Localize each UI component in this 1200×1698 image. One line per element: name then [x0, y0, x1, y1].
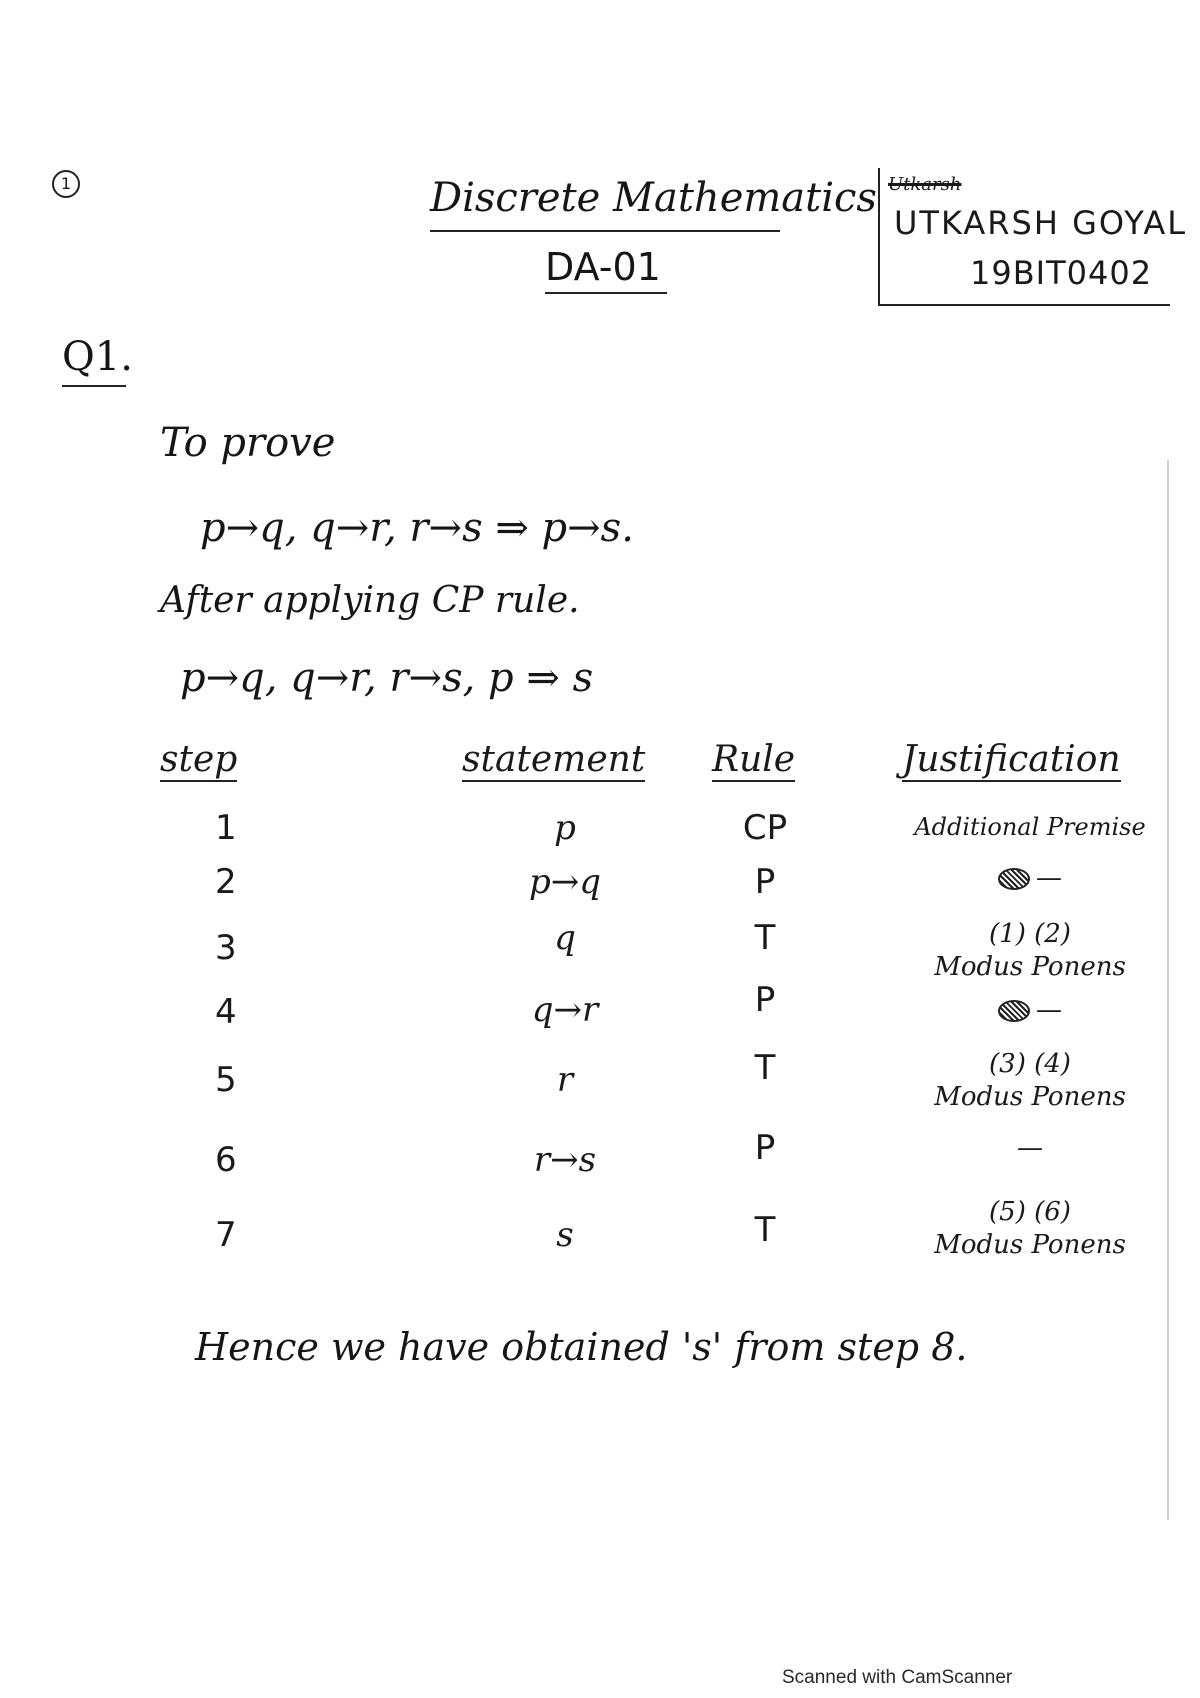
subtitle-underline — [545, 292, 667, 294]
assignment-code: DA-01 — [545, 245, 661, 289]
row-5-justification-cell — [900, 1048, 1160, 1113]
argument-expression: p→q, q→r, r→s ⇒ p→s. — [200, 505, 634, 551]
author-box — [878, 168, 1188, 306]
row-4-justification: — — [1036, 995, 1062, 1025]
author-name: UTKARSH GOYAL — [894, 204, 1188, 242]
title-underline — [430, 230, 780, 232]
row-3-justification: (1) (2) — [989, 919, 1071, 949]
header-rule: Rule — [712, 739, 796, 780]
page-edge-line — [1167, 460, 1169, 1520]
row-1-justification: Additional Premise — [914, 813, 1146, 841]
to-prove-text: To prove — [160, 420, 336, 466]
row-6-justification: — — [1017, 1133, 1043, 1163]
crossed-out-text: Utkarsh — [888, 174, 962, 195]
row-7-statement: s — [556, 1215, 574, 1255]
question-underline — [62, 385, 126, 387]
row-5-justification-rule: Modus Ponens — [934, 1081, 1126, 1112]
scribble-mark — [998, 868, 1030, 890]
row-5-rule: T — [754, 1048, 776, 1088]
scanner-watermark: Scanned with CamScanner — [782, 1667, 1013, 1688]
cp-expression: p→q, q→r, r→s, p ⇒ s — [180, 655, 594, 701]
row-1-step: 1 — [215, 808, 237, 848]
row-7-justification: (5) (6) — [989, 1197, 1071, 1227]
row-7-rule: T — [754, 1210, 776, 1250]
row-2-justification-cell — [900, 862, 1160, 895]
row-2-step: 2 — [215, 862, 237, 902]
row-3-rule: T — [754, 918, 776, 958]
header-step: step — [160, 739, 238, 780]
row-3-justification-cell — [900, 918, 1160, 983]
row-3-justification-rule: Modus Ponens — [934, 951, 1126, 982]
row-5-statement: r — [556, 1060, 574, 1100]
row-3-step: 3 — [215, 928, 237, 968]
row-5-justification: (3) (4) — [989, 1049, 1071, 1079]
row-7-step: 7 — [215, 1215, 237, 1255]
page-title: Discrete Mathematics — [430, 175, 877, 221]
row-6-rule: P — [754, 1128, 776, 1168]
header-statement: statement — [462, 739, 646, 780]
row-4-justification-cell — [900, 994, 1160, 1027]
row-4-step: 4 — [215, 992, 237, 1032]
conclusion-text: Hence we have obtained 's' from step 8. — [195, 1325, 968, 1369]
row-1-rule: CP — [742, 808, 788, 848]
row-3-statement: q — [554, 918, 576, 958]
cp-rule-note: After applying CP rule. — [160, 580, 580, 621]
header-justification: Justification — [902, 739, 1121, 780]
scribble-mark — [998, 1000, 1030, 1022]
row-7-justification-cell — [900, 1196, 1160, 1261]
row-6-step: 6 — [215, 1140, 237, 1180]
question-label: Q1. — [62, 334, 133, 380]
row-7-justification-rule: Modus Ponens — [934, 1229, 1126, 1260]
row-5-step: 5 — [215, 1060, 237, 1100]
row-4-rule: P — [754, 980, 776, 1020]
row-2-statement: p→q — [528, 862, 602, 902]
row-6-statement: r→s — [533, 1140, 597, 1180]
roll-number: 19BIT0402 — [970, 254, 1153, 292]
row-2-justification: — — [1036, 863, 1062, 893]
page-number: 1 — [52, 170, 80, 198]
row-1-statement: p — [554, 808, 576, 848]
row-4-statement: q→r — [531, 990, 599, 1030]
row-2-rule: P — [754, 862, 776, 902]
